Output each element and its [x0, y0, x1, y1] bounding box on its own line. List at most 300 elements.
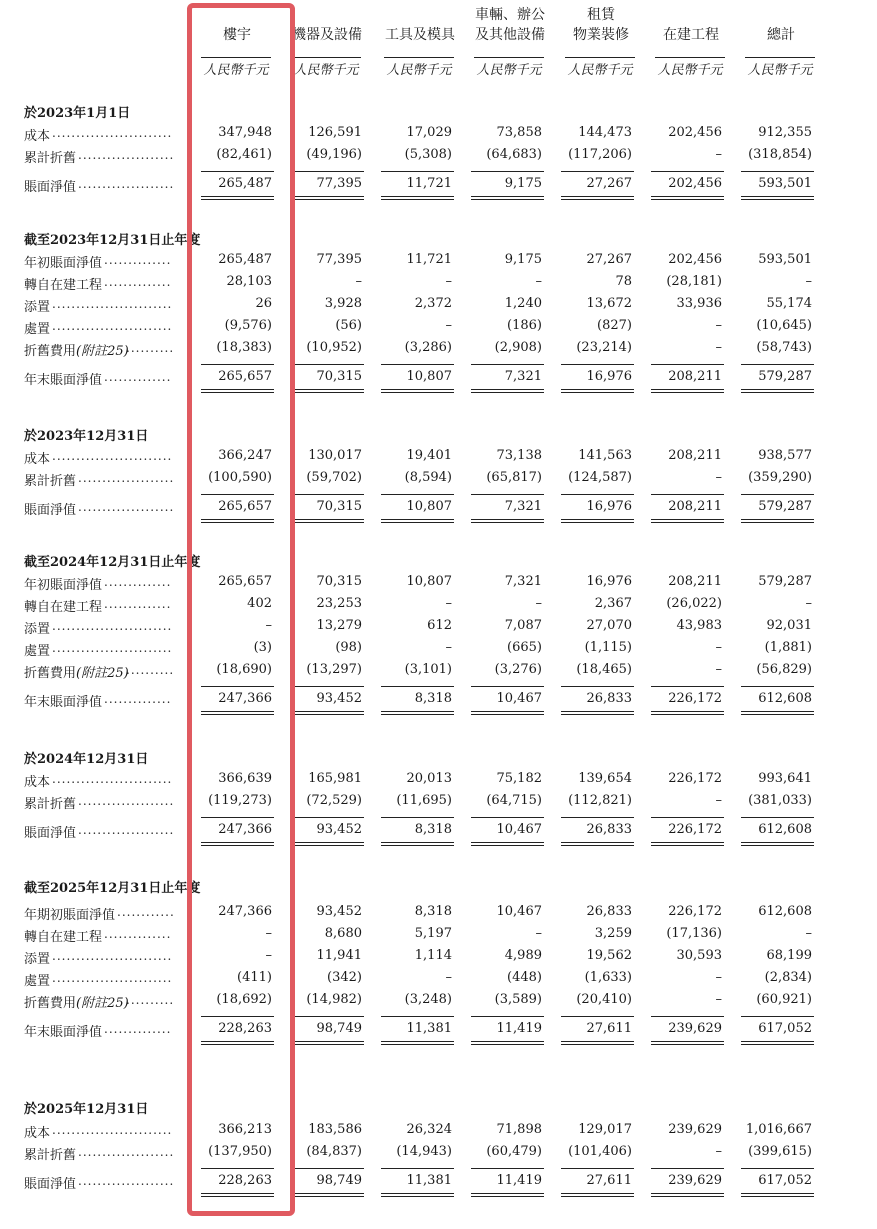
- table-cell: (59,702): [306, 470, 362, 485]
- dot-leader: ....................: [78, 148, 175, 162]
- table-cell: 26,833: [586, 822, 632, 837]
- subtotal-rule: [651, 494, 724, 495]
- table-cell: 126,591: [308, 125, 362, 140]
- row-label-text: 折舊費用: [24, 666, 77, 681]
- table-cell: 2,372: [414, 296, 452, 311]
- column-unit: 人民幣千元: [201, 57, 271, 78]
- dot-leader: ..............: [104, 692, 172, 706]
- row-label: [24, 992, 129, 1011]
- table-cell: 130,017: [308, 448, 362, 463]
- table-cell: (11,695): [396, 793, 452, 808]
- total-double-rule: [561, 845, 634, 846]
- table-cell: –: [805, 926, 812, 941]
- total-double-rule: [651, 1044, 724, 1045]
- row-label: [24, 274, 102, 293]
- table-cell: (318,854): [748, 147, 812, 162]
- total-double-rule: [741, 845, 814, 846]
- row-label: [24, 340, 129, 359]
- table-cell: 5,197: [414, 926, 452, 941]
- table-cell: (448): [507, 970, 542, 985]
- table-cell: (100,590): [208, 470, 272, 485]
- table-cell: (64,715): [486, 793, 542, 808]
- table-cell: (3,286): [404, 340, 452, 355]
- total-double-rule: [471, 711, 544, 712]
- table-cell: 265,657: [218, 499, 272, 514]
- total-double-rule: [291, 842, 364, 843]
- row-label-text: 賬面淨值: [24, 1177, 77, 1192]
- subtotal-rule: [561, 817, 634, 818]
- table-cell: 27,070: [586, 618, 632, 633]
- row-label: [24, 147, 76, 166]
- table-cell: 9,175: [504, 252, 542, 267]
- total-double-rule: [471, 842, 544, 843]
- row-label-text: 累計折舊: [24, 151, 77, 166]
- subtotal-rule: [381, 494, 454, 495]
- table-cell: 579,287: [758, 574, 812, 589]
- table-cell: –: [805, 274, 812, 289]
- table-cell: 27,611: [586, 1173, 632, 1188]
- table-cell: 11,419: [496, 1173, 542, 1188]
- table-cell: 265,657: [218, 369, 272, 384]
- table-cell: 993,641: [758, 771, 812, 786]
- dot-leader: .........................: [52, 449, 173, 463]
- table-cell: 10,807: [406, 499, 452, 514]
- column-unit: 人民幣千元: [291, 57, 361, 78]
- subtotal-rule: [561, 686, 634, 687]
- total-double-rule: [561, 522, 634, 523]
- table-cell: –: [445, 274, 452, 289]
- total-double-rule: [561, 714, 634, 715]
- total-double-rule: [561, 1193, 634, 1194]
- table-cell: 579,287: [758, 369, 812, 384]
- row-label: [24, 691, 102, 710]
- subtotal-rule: [381, 171, 454, 172]
- table-cell: 70,315: [316, 369, 362, 384]
- table-cell: 183,586: [308, 1122, 362, 1137]
- table-cell: 17,029: [406, 125, 452, 140]
- column-unit: 人民幣千元: [655, 57, 725, 78]
- row-label: [24, 822, 76, 841]
- row-label-note: (附註25): [76, 666, 129, 681]
- row-label-text: 年期初賬面淨值: [24, 908, 116, 923]
- dot-leader: .........................: [52, 949, 173, 963]
- column-header-line-2: 物業裝修: [573, 27, 629, 43]
- total-double-rule: [291, 519, 364, 520]
- table-cell: 208,211: [668, 499, 722, 514]
- table-cell: 7,321: [504, 499, 542, 514]
- dot-leader: ..............: [104, 927, 172, 941]
- table-cell: (5,308): [404, 147, 452, 162]
- table-cell: (1,115): [584, 640, 632, 655]
- subtotal-rule: [651, 364, 724, 365]
- subtotal-rule: [741, 817, 814, 818]
- table-cell: (1,633): [584, 970, 632, 985]
- column-header: [646, 25, 736, 45]
- row-label: [24, 596, 102, 615]
- subtotal-rule: [471, 1168, 544, 1169]
- table-cell: (14,943): [396, 1144, 452, 1159]
- table-cell: 98,749: [316, 1173, 362, 1188]
- total-double-rule: [381, 714, 454, 715]
- total-double-rule: [741, 199, 814, 200]
- subtotal-rule: [291, 686, 364, 687]
- table-cell: 265,487: [218, 176, 272, 191]
- table-cell: 11,381: [406, 1021, 452, 1036]
- table-cell: 11,721: [406, 252, 452, 267]
- total-double-rule: [741, 196, 814, 197]
- table-cell: 71,898: [496, 1122, 542, 1137]
- table-cell: 2,367: [594, 596, 632, 611]
- table-cell: 11,721: [406, 176, 452, 191]
- total-double-rule: [291, 1044, 364, 1045]
- row-label: [24, 948, 50, 967]
- table-cell: 617,052: [758, 1021, 812, 1036]
- table-cell: (3,589): [494, 992, 542, 1007]
- total-double-rule: [741, 714, 814, 715]
- total-double-rule: [741, 1193, 814, 1194]
- row-label-text: 累計折舊: [24, 1148, 77, 1163]
- table-cell: 202,456: [668, 176, 722, 191]
- row-label: [24, 1021, 102, 1040]
- subtotal-rule: [561, 1016, 634, 1017]
- subtotal-rule: [741, 494, 814, 495]
- table-cell: 239,629: [668, 1173, 722, 1188]
- dot-leader: .........................: [52, 319, 173, 333]
- row-label-text: 處置: [24, 974, 51, 989]
- column-header: [375, 25, 465, 45]
- total-double-rule: [741, 711, 814, 712]
- table-cell: 68,199: [766, 948, 812, 963]
- row-label-text: 成本: [24, 452, 51, 467]
- table-cell: (342): [327, 970, 362, 985]
- table-cell: 938,577: [758, 448, 812, 463]
- table-cell: 202,456: [668, 125, 722, 140]
- dot-leader: ..............: [104, 370, 172, 384]
- total-double-rule: [561, 519, 634, 520]
- table-cell: (665): [507, 640, 542, 655]
- dot-leader: ..........: [126, 993, 175, 1007]
- table-cell: 26: [255, 296, 272, 311]
- total-double-rule: [561, 392, 634, 393]
- table-cell: 55,174: [766, 296, 812, 311]
- dot-leader: ..............: [104, 597, 172, 611]
- table-cell: 11,381: [406, 1173, 452, 1188]
- table-cell: 28,103: [226, 274, 272, 289]
- table-cell: 98,749: [316, 1021, 362, 1036]
- table-cell: –: [265, 926, 272, 941]
- table-cell: 93,452: [316, 822, 362, 837]
- subtotal-rule: [471, 686, 544, 687]
- table-cell: 33,936: [676, 296, 722, 311]
- table-cell: 8,318: [414, 904, 452, 919]
- table-cell: 226,172: [668, 904, 722, 919]
- total-double-rule: [741, 1041, 814, 1042]
- table-cell: 141,563: [578, 448, 632, 463]
- dot-leader: ....................: [78, 823, 175, 837]
- subtotal-rule: [381, 1168, 454, 1169]
- table-cell: –: [715, 970, 722, 985]
- total-double-rule: [471, 1044, 544, 1045]
- column-header-line-1: 機器及設備: [292, 27, 362, 43]
- table-cell: –: [445, 596, 452, 611]
- table-cell: 10,467: [496, 822, 542, 837]
- column-unit: 人民幣千元: [384, 57, 454, 78]
- subtotal-rule: [471, 171, 544, 172]
- table-cell: 13,672: [586, 296, 632, 311]
- table-cell: –: [265, 948, 272, 963]
- table-cell: 26,833: [586, 691, 632, 706]
- table-cell: –: [715, 992, 722, 1007]
- table-cell: 75,182: [496, 771, 542, 786]
- table-cell: (119,273): [208, 793, 272, 808]
- subtotal-rule: [741, 1168, 814, 1169]
- total-double-rule: [561, 711, 634, 712]
- table-cell: (112,821): [568, 793, 632, 808]
- table-cell: (381,033): [748, 793, 812, 808]
- table-cell: 612: [427, 618, 452, 633]
- total-double-rule: [561, 842, 634, 843]
- table-cell: (411): [237, 970, 272, 985]
- table-cell: –: [355, 274, 362, 289]
- row-label: [24, 176, 76, 195]
- table-cell: 366,213: [218, 1122, 272, 1137]
- column-header-line-1: 租賃: [587, 7, 615, 23]
- row-label-text: 成本: [24, 1126, 51, 1141]
- table-cell: 11,941: [316, 948, 362, 963]
- dot-leader: ..............: [104, 575, 172, 589]
- table-cell: 144,473: [578, 125, 632, 140]
- total-double-rule: [651, 845, 724, 846]
- row-label-text: 年初賬面淨值: [24, 578, 103, 593]
- row-label: [24, 1122, 50, 1141]
- subtotal-rule: [561, 494, 634, 495]
- subtotal-rule: [291, 494, 364, 495]
- column-header-line-2: 及其他設備: [475, 27, 545, 43]
- table-cell: 3,259: [594, 926, 632, 941]
- table-cell: –: [715, 340, 722, 355]
- table-cell: 92,031: [766, 618, 812, 633]
- total-double-rule: [381, 389, 454, 390]
- column-unit: 人民幣千元: [474, 57, 544, 78]
- table-cell: (98): [335, 640, 362, 655]
- table-cell: 10,467: [496, 904, 542, 919]
- dot-leader: .........................: [52, 297, 173, 311]
- table-cell: (20,410): [576, 992, 632, 1007]
- total-double-rule: [381, 519, 454, 520]
- table-cell: 8,680: [324, 926, 362, 941]
- row-label-text: 年初賬面淨值: [24, 256, 103, 271]
- total-double-rule: [291, 522, 364, 523]
- table-cell: 73,858: [496, 125, 542, 140]
- dot-leader: ..............: [104, 253, 172, 267]
- table-cell: (56,829): [756, 662, 812, 677]
- total-double-rule: [471, 845, 544, 846]
- total-double-rule: [381, 842, 454, 843]
- column-header-line-1: 總計: [767, 27, 795, 43]
- subtotal-rule: [741, 1016, 814, 1017]
- total-double-rule: [381, 711, 454, 712]
- row-label-text: 處置: [24, 322, 51, 337]
- row-label-text: 折舊費用: [24, 344, 77, 359]
- table-cell: –: [715, 662, 722, 677]
- subtotal-rule: [741, 171, 814, 172]
- subtotal-rule: [471, 364, 544, 365]
- table-cell: (17,136): [666, 926, 722, 941]
- table-cell: (58,743): [756, 340, 812, 355]
- subtotal-rule: [471, 817, 544, 818]
- row-label: [24, 970, 50, 989]
- table-cell: (124,587): [568, 470, 632, 485]
- section-title: 截至2024年12月31日止年度: [24, 555, 201, 570]
- table-cell: –: [715, 793, 722, 808]
- table-cell: 226,172: [668, 822, 722, 837]
- row-label-text: 添置: [24, 952, 51, 967]
- section-title: 於2024年12月31日: [24, 752, 149, 767]
- dot-leader: ....................: [78, 794, 175, 808]
- section-title: 截至2023年12月31日止年度: [24, 233, 201, 248]
- table-cell: 247,366: [218, 822, 272, 837]
- column-header: [282, 25, 372, 45]
- row-label: [24, 926, 102, 945]
- table-cell: 7,087: [504, 618, 542, 633]
- table-cell: –: [445, 640, 452, 655]
- total-double-rule: [651, 389, 724, 390]
- total-double-rule: [741, 522, 814, 523]
- table-cell: –: [715, 1144, 722, 1159]
- row-label: [24, 369, 102, 388]
- row-label-note: (附註25): [76, 344, 129, 359]
- table-cell: (60,921): [756, 992, 812, 1007]
- column-unit: 人民幣千元: [565, 57, 635, 78]
- dot-leader: .........................: [52, 619, 173, 633]
- row-label-text: 賬面淨值: [24, 180, 77, 195]
- table-cell: 226,172: [668, 691, 722, 706]
- row-label-note: (附註25): [76, 996, 129, 1011]
- table-cell: (3,276): [494, 662, 542, 677]
- row-label-text: 轉自在建工程: [24, 600, 103, 615]
- table-cell: 228,263: [218, 1021, 272, 1036]
- subtotal-rule: [291, 364, 364, 365]
- table-cell: (64,683): [486, 147, 542, 162]
- row-label-text: 添置: [24, 300, 51, 315]
- table-cell: 129,017: [578, 1122, 632, 1137]
- table-cell: 239,629: [668, 1122, 722, 1137]
- total-double-rule: [291, 1196, 364, 1197]
- total-double-rule: [291, 845, 364, 846]
- column-header: [736, 25, 826, 45]
- table-cell: (2,908): [494, 340, 542, 355]
- table-cell: 165,981: [308, 771, 362, 786]
- total-double-rule: [471, 1193, 544, 1194]
- total-double-rule: [651, 714, 724, 715]
- total-double-rule: [741, 389, 814, 390]
- table-cell: (13,297): [306, 662, 362, 677]
- dot-leader: ....................: [78, 471, 175, 485]
- row-label-text: 年末賬面淨值: [24, 695, 103, 710]
- table-cell: (1,881): [764, 640, 812, 655]
- dot-leader: ....................: [78, 1174, 175, 1188]
- table-cell: 912,355: [758, 125, 812, 140]
- total-double-rule: [471, 519, 544, 520]
- table-cell: 366,247: [218, 448, 272, 463]
- table-cell: (72,529): [306, 793, 362, 808]
- table-cell: –: [265, 618, 272, 633]
- subtotal-rule: [381, 817, 454, 818]
- total-double-rule: [741, 392, 814, 393]
- total-double-rule: [291, 392, 364, 393]
- row-label-text: 轉自在建工程: [24, 278, 103, 293]
- table-cell: (18,383): [216, 340, 272, 355]
- total-double-rule: [381, 845, 454, 846]
- row-label-text: 成本: [24, 129, 51, 144]
- total-double-rule: [471, 1041, 544, 1042]
- table-cell: 1,016,667: [745, 1122, 812, 1137]
- table-cell: 593,501: [758, 176, 812, 191]
- subtotal-rule: [561, 364, 634, 365]
- total-double-rule: [381, 1041, 454, 1042]
- total-double-rule: [291, 1041, 364, 1042]
- total-double-rule: [651, 522, 724, 523]
- table-cell: –: [535, 926, 542, 941]
- subtotal-rule: [651, 1168, 724, 1169]
- row-label-text: 賬面淨值: [24, 503, 77, 518]
- table-cell: (26,022): [666, 596, 722, 611]
- table-cell: (10,645): [756, 318, 812, 333]
- section-title: 截至2025年12月31日止年度: [24, 881, 201, 896]
- table-cell: 208,211: [668, 574, 722, 589]
- subtotal-rule: [291, 817, 364, 818]
- table-cell: 43,983: [676, 618, 722, 633]
- dot-leader: ..........: [126, 663, 175, 677]
- total-double-rule: [651, 199, 724, 200]
- column-header-line-1: 工具及模具: [385, 27, 455, 43]
- section-title: 於2023年1月1日: [24, 106, 131, 121]
- column-header-line-1: 樓宇: [223, 27, 251, 43]
- row-label-text: 年末賬面淨值: [24, 1025, 103, 1040]
- table-cell: (359,290): [748, 470, 812, 485]
- row-label: [24, 662, 129, 681]
- row-label: [24, 499, 76, 518]
- dot-leader: .........................: [52, 1123, 173, 1137]
- row-label: [24, 640, 50, 659]
- table-cell: 23,253: [316, 596, 362, 611]
- table-cell: –: [715, 640, 722, 655]
- table-cell: (186): [507, 318, 542, 333]
- table-cell: (137,950): [208, 1144, 272, 1159]
- table-cell: 70,315: [316, 574, 362, 589]
- table-cell: (18,690): [216, 662, 272, 677]
- table-cell: (117,206): [568, 147, 632, 162]
- row-label-text: 添置: [24, 622, 51, 637]
- table-cell: (60,479): [486, 1144, 542, 1159]
- total-double-rule: [291, 711, 364, 712]
- total-double-rule: [651, 196, 724, 197]
- table-cell: (56): [335, 318, 362, 333]
- total-double-rule: [381, 1196, 454, 1197]
- column-header-line-1: 在建工程: [663, 27, 719, 43]
- total-double-rule: [291, 1193, 364, 1194]
- total-double-rule: [651, 711, 724, 712]
- dot-leader: .........................: [52, 971, 173, 985]
- total-double-rule: [651, 1193, 724, 1194]
- table-cell: 30,593: [676, 948, 722, 963]
- dot-leader: ............: [117, 905, 175, 919]
- row-label-text: 累計折舊: [24, 797, 77, 812]
- total-double-rule: [561, 196, 634, 197]
- total-double-rule: [381, 1193, 454, 1194]
- row-label: [24, 448, 50, 467]
- table-cell: (3): [253, 640, 272, 655]
